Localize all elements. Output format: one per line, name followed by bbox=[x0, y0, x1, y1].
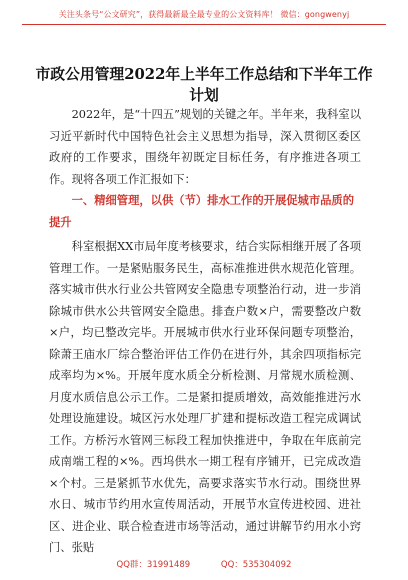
footer-contact bbox=[0, 558, 408, 570]
footer-qq-group: QQ群：31991489 bbox=[116, 560, 191, 570]
header-divider bbox=[22, 24, 386, 25]
section-1-heading: 一、精细管理，以供（节）排水工作的开展促城市品质的提升 bbox=[49, 194, 355, 229]
footer-qq: QQ：535304092 bbox=[220, 560, 292, 570]
document-title: 市政公用管理2022年上半年工作总结和下半年工作计划 bbox=[35, 66, 373, 104]
intro-paragraph: 2022年，是“十四五”规划的关键之年。半年来，我科室以习近平新时代中国特色社会主义思想为指导，深入贯彻区委区政府的工作要求，围绕年初既定目标任务，有序推进各项工作。现将各项工作汇报如下： bbox=[49, 108, 361, 186]
section-1-paragraph: 科室根据XX市局年度考核要求，结合实际相继开展了各项管理工作。一是紧贴服务民生，高标准推进供水规范化管理。落实城市供水行业公共管网安全隐患专项整治行动，进一步消除城市供水公共管网安全隐患。排查户数×户，需要整改户数×户，均已整改完毕。开展城市供水行业环保问题专项整治，除萧王庙水厂综合整治评估工作仍在进行外，其余四项指标完成率均为×%。开展年度水质全分析检测、月常规水质检测、月度水质信息公示工作。二是紧扣提质增效，高效能推进污水处理设施建设。城区污水处理厂扩建和提标改造工程完成调试工作。方桥污水管网三标段工程加快推进中，争取在年底前完成南端工程的×%。西坞供水一期工程有序铺开，已完成改造×个村。三是紧抓节水优先，高要求落实节水行动。围绕世界水日、城市节约用水宣传周活动，开展节水宣传进校园、进社区、进企业、联合检查进市场等活动，通过讲解节约用水小窍门、张贴 bbox=[49, 240, 361, 554]
header-banner: 关注头条号“公文研究”，获得最新最全最专业的公文资料库！ 微信：gongwenyj bbox=[58, 10, 350, 19]
